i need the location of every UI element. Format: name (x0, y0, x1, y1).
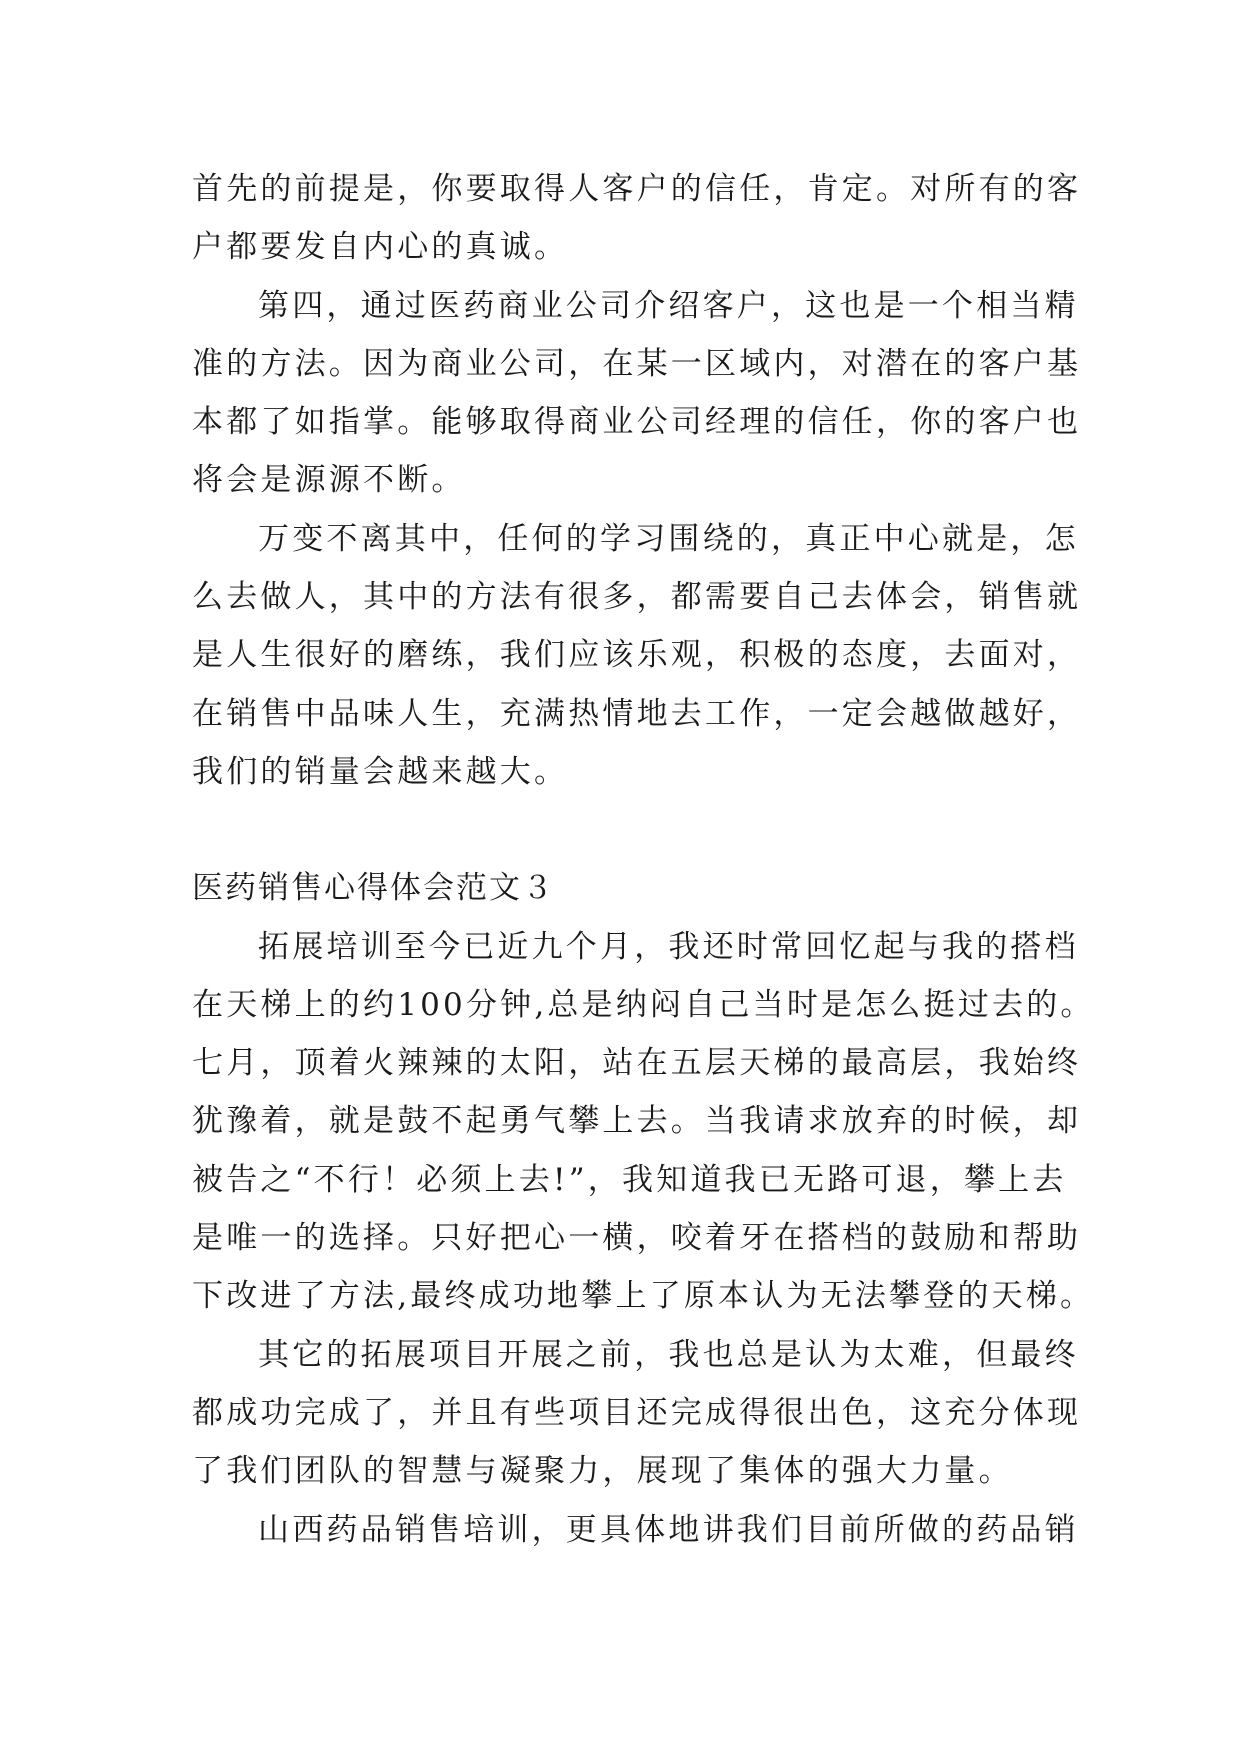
paragraph (192, 277, 1082, 510)
paragraph (192, 1326, 1082, 1501)
text-line: 将会是源源不断。 (192, 462, 466, 499)
text-line: 第四，通过医药商业公司介绍客户，这也是一个相当精 (258, 287, 1079, 324)
section-gap (192, 801, 1072, 859)
paragraph (192, 510, 1082, 801)
text-line: 准的方法。因为商业公司，在某一区域内，对潜在的客户基 (192, 345, 1082, 382)
document-body (192, 160, 1095, 1559)
text-line: 我们的销量会越来越大。 (192, 753, 569, 790)
text-line: 么去做人，其中的方法有很多，都需要自己去体会，销售就 (192, 579, 1082, 616)
text-line: 下改进了方法,最终成功地攀上了原本认为无法攀登的天梯。 (192, 1278, 1095, 1315)
text-line: 是唯一的选择。只好把心一横，咬着牙在搭档的鼓励和帮助 (192, 1220, 1082, 1257)
paragraph (192, 918, 1095, 1326)
text-line: 是人生很好的磨练，我们应该乐观，积极的态度，去面对， (192, 637, 1082, 674)
text-line: 首先的前提是，你要取得人客户的信任，肯定。对所有的客 (192, 171, 1082, 207)
text-line: 在销售中品味人生，充满热情地去工作，一定会越做越好， (192, 695, 1082, 732)
text-line: 其它的拓展项目开展之前，我也总是认为太难，但最终 (258, 1336, 1079, 1373)
text-line: 本都了如指掌。能够取得商业公司经理的信任，你的客户也 (192, 404, 1082, 441)
paragraph (192, 1501, 1079, 1559)
text-line: 都成功完成了，并且有些项目还完成得很出色，这充分体现 (192, 1394, 1082, 1431)
text-line: 了我们团队的智慧与凝聚力，展现了集体的强大力量。 (192, 1453, 1013, 1490)
text-line: 山西药品销售培训，更具体地讲我们目前所做的药品销 (258, 1511, 1079, 1548)
text-line: 户都要发自内心的真诚。 (192, 229, 569, 266)
section-heading: 医药销售心得体会范文３ (192, 870, 555, 907)
text-line: 拓展培训至今已近九个月，我还时常回忆起与我的搭档 (258, 928, 1079, 965)
text-line: 犹豫着，就是鼓不起勇气攀上去。当我请求放弃的时候，却 (192, 1103, 1082, 1140)
text-line: 在天梯上的约100分钟,总是纳闷自己当时是怎么挺过去的。 (192, 986, 1095, 1023)
text-line: 万变不离其中，任何的学习围绕的，真正中心就是，怎 (258, 520, 1079, 557)
text-line: 七月，顶着火辣辣的太阳，站在五层天梯的最高层，我始终 (192, 1045, 1082, 1082)
paragraph (192, 160, 1082, 277)
text-line: 被告之“不行！必须上去!”，我知道我已无路可退，攀上去 (192, 1161, 1067, 1198)
